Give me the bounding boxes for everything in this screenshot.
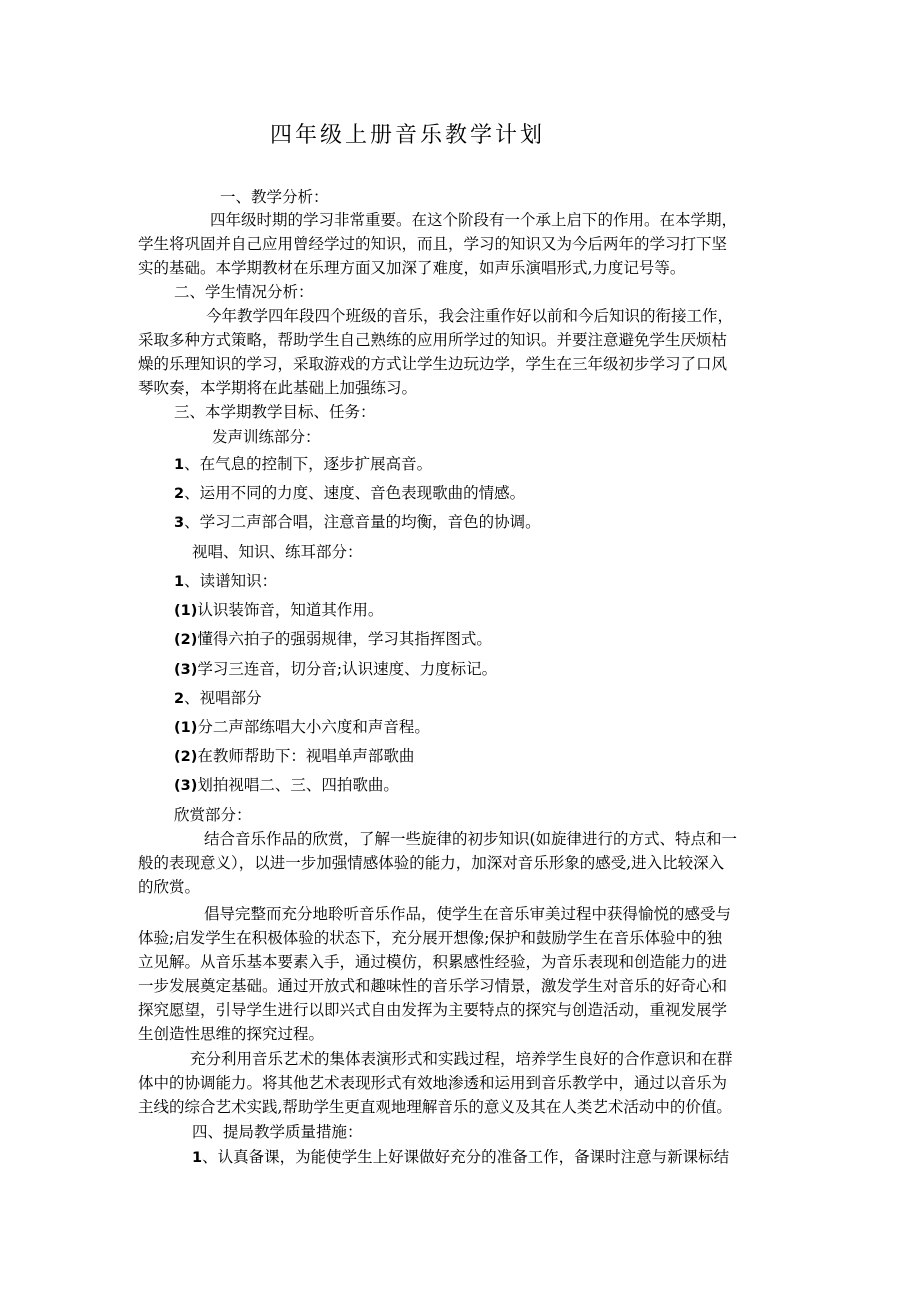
paragraph-line: 的欣赏。 xyxy=(138,878,201,896)
list-number: (3) xyxy=(174,778,198,794)
list-text: 、视唱部分 xyxy=(184,689,262,707)
paragraph-line: 探究愿望，引导学生进行以即兴式自由发挥为主要特点的探究与创造活动，重视发展学 xyxy=(138,1001,728,1019)
list-text: 、学习二声部合唱，注意音量的均衡，音色的协调。 xyxy=(184,513,541,531)
subheading-voice-training: 发声训练部分： xyxy=(212,428,321,446)
list-item xyxy=(174,774,399,797)
paragraph-line: 学生将巩固并自己应用曾经学过的知识，而且，学习的知识又为今后两年的学习打下坚 xyxy=(138,235,728,253)
paragraph-line: 实的基础。本学期教材在乐理方面又加深了难度，如声乐演唱形式,力度记号等。 xyxy=(138,259,686,277)
paragraph-line: 主线的综合艺术实践,帮助学生更直观地理解音乐的意义及其在人类艺术活动中的价值。 xyxy=(138,1098,732,1116)
list-text: 、在气息的控制下，逐步扩展高音。 xyxy=(184,455,433,473)
section-heading-goals: 三、本学期教学目标、任务： xyxy=(174,403,376,421)
list-number: 1 xyxy=(174,457,185,473)
list-item xyxy=(174,716,430,739)
list-number: (2) xyxy=(174,632,198,648)
paragraph-line: 体验;启发学生在积极体验的状态下，充分展开想像;保护和鼓励学生在音乐体验中的独 xyxy=(138,929,722,947)
list-text: 分二声部练唱大小六度和声音程。 xyxy=(197,718,430,736)
list-number: 3 xyxy=(174,515,185,531)
list-number: 2 xyxy=(174,691,185,707)
subheading-appreciation: 欣赏部分： xyxy=(174,806,252,824)
list-item xyxy=(174,570,277,593)
list-number: (1) xyxy=(174,603,198,619)
list-number: 1 xyxy=(174,574,185,590)
list-item xyxy=(174,453,432,476)
list-item xyxy=(174,658,497,681)
list-item xyxy=(174,599,383,622)
list-text: 认识装饰音，知道其作用。 xyxy=(197,601,384,619)
paragraph-line: 今年教学四年段四个班级的音乐，我会注重作好以前和今后知识的衔接工作， xyxy=(206,307,734,325)
section-heading-quality-measures: 四、提局教学质量措施： xyxy=(192,1123,363,1141)
section-heading-teaching-analysis: 一、教学分析： xyxy=(220,188,329,206)
list-text: 懂得六拍子的强弱规律，学习其指挥图式。 xyxy=(197,630,492,648)
paragraph-line: 般的表现意义），以进一步加强情感体验的能力，加深对音乐形象的感受,进入比较深入 xyxy=(138,854,725,872)
paragraph-line: 一步发展奠定基础。通过开放式和趣味性的音乐学习情景，激发学生对音乐的好奇心和 xyxy=(138,977,728,995)
paragraph-line: 倡导完整而充分地聆听音乐作品，使学生在音乐审美过程中获得愉悦的感受与 xyxy=(204,905,732,923)
list-item xyxy=(174,482,525,505)
list-item xyxy=(174,745,414,768)
list-item xyxy=(174,628,492,651)
paragraph-line: 生创造性思维的探究过程。 xyxy=(138,1025,325,1043)
list-number: 2 xyxy=(174,486,185,502)
paragraph-line: 四年级时期的学习非常重要。在这个阶段有一个承上启下的作用。在本学期， xyxy=(210,211,738,229)
paragraph-line: 采取多种方式策略，帮助学生自己熟练的应用所学过的知识。并要注意避免学生厌烦枯 xyxy=(138,331,728,349)
list-item xyxy=(192,1146,729,1169)
paragraph-line: 燥的乐理知识的学习，采取游戏的方式让学生边玩边学，学生在三年级初步学习了口风 xyxy=(138,355,728,373)
paragraph-line: 立见解。从音乐基本要素入手，通过模仿，积累感性经验，为音乐表现和创造能力的进 xyxy=(138,953,728,971)
list-number: (1) xyxy=(174,720,198,736)
paragraph-line: 结合音乐作品的欣赏，了解一些旋律的初步知识(如旋律进行的方式、特点和一 xyxy=(204,830,738,848)
list-text: 划拍视唱二、三、四拍歌曲。 xyxy=(197,776,399,794)
list-number: 1 xyxy=(192,1150,203,1166)
list-text: 学习三连音，切分音;认识速度、力度标记。 xyxy=(197,660,498,678)
list-number: (3) xyxy=(174,662,198,678)
paragraph-line: 体中的协调能力。将其他艺术表现形式有效地渗透和运用到音乐教学中，通过以音乐为 xyxy=(138,1074,728,1092)
paragraph-line: 充分利用音乐艺术的集体表演形式和实践过程，培养学生良好的合作意识和在群 xyxy=(190,1050,733,1068)
list-text: 、运用不同的力度、速度、音色表现歌曲的情感。 xyxy=(184,484,526,502)
list-text: 、认真备课，为能使学生上好课做好充分的准备工作，备课时注意与新课标结 xyxy=(202,1148,730,1166)
list-number: (2) xyxy=(174,749,198,765)
list-item xyxy=(174,687,262,710)
subheading-sight-singing: 视唱、知识、练耳部分： xyxy=(192,543,363,561)
list-text: 、读谱知识： xyxy=(184,572,278,590)
document-title: 四年级上册音乐教学计划 xyxy=(270,123,546,148)
list-text: 在教师帮助下：视唱单声部歌曲 xyxy=(197,747,415,765)
section-heading-student-analysis: 二、学生情况分析： xyxy=(174,283,314,301)
paragraph-line: 琴吹奏，本学期将在此基础上加强练习。 xyxy=(138,379,418,397)
list-item xyxy=(174,511,541,534)
